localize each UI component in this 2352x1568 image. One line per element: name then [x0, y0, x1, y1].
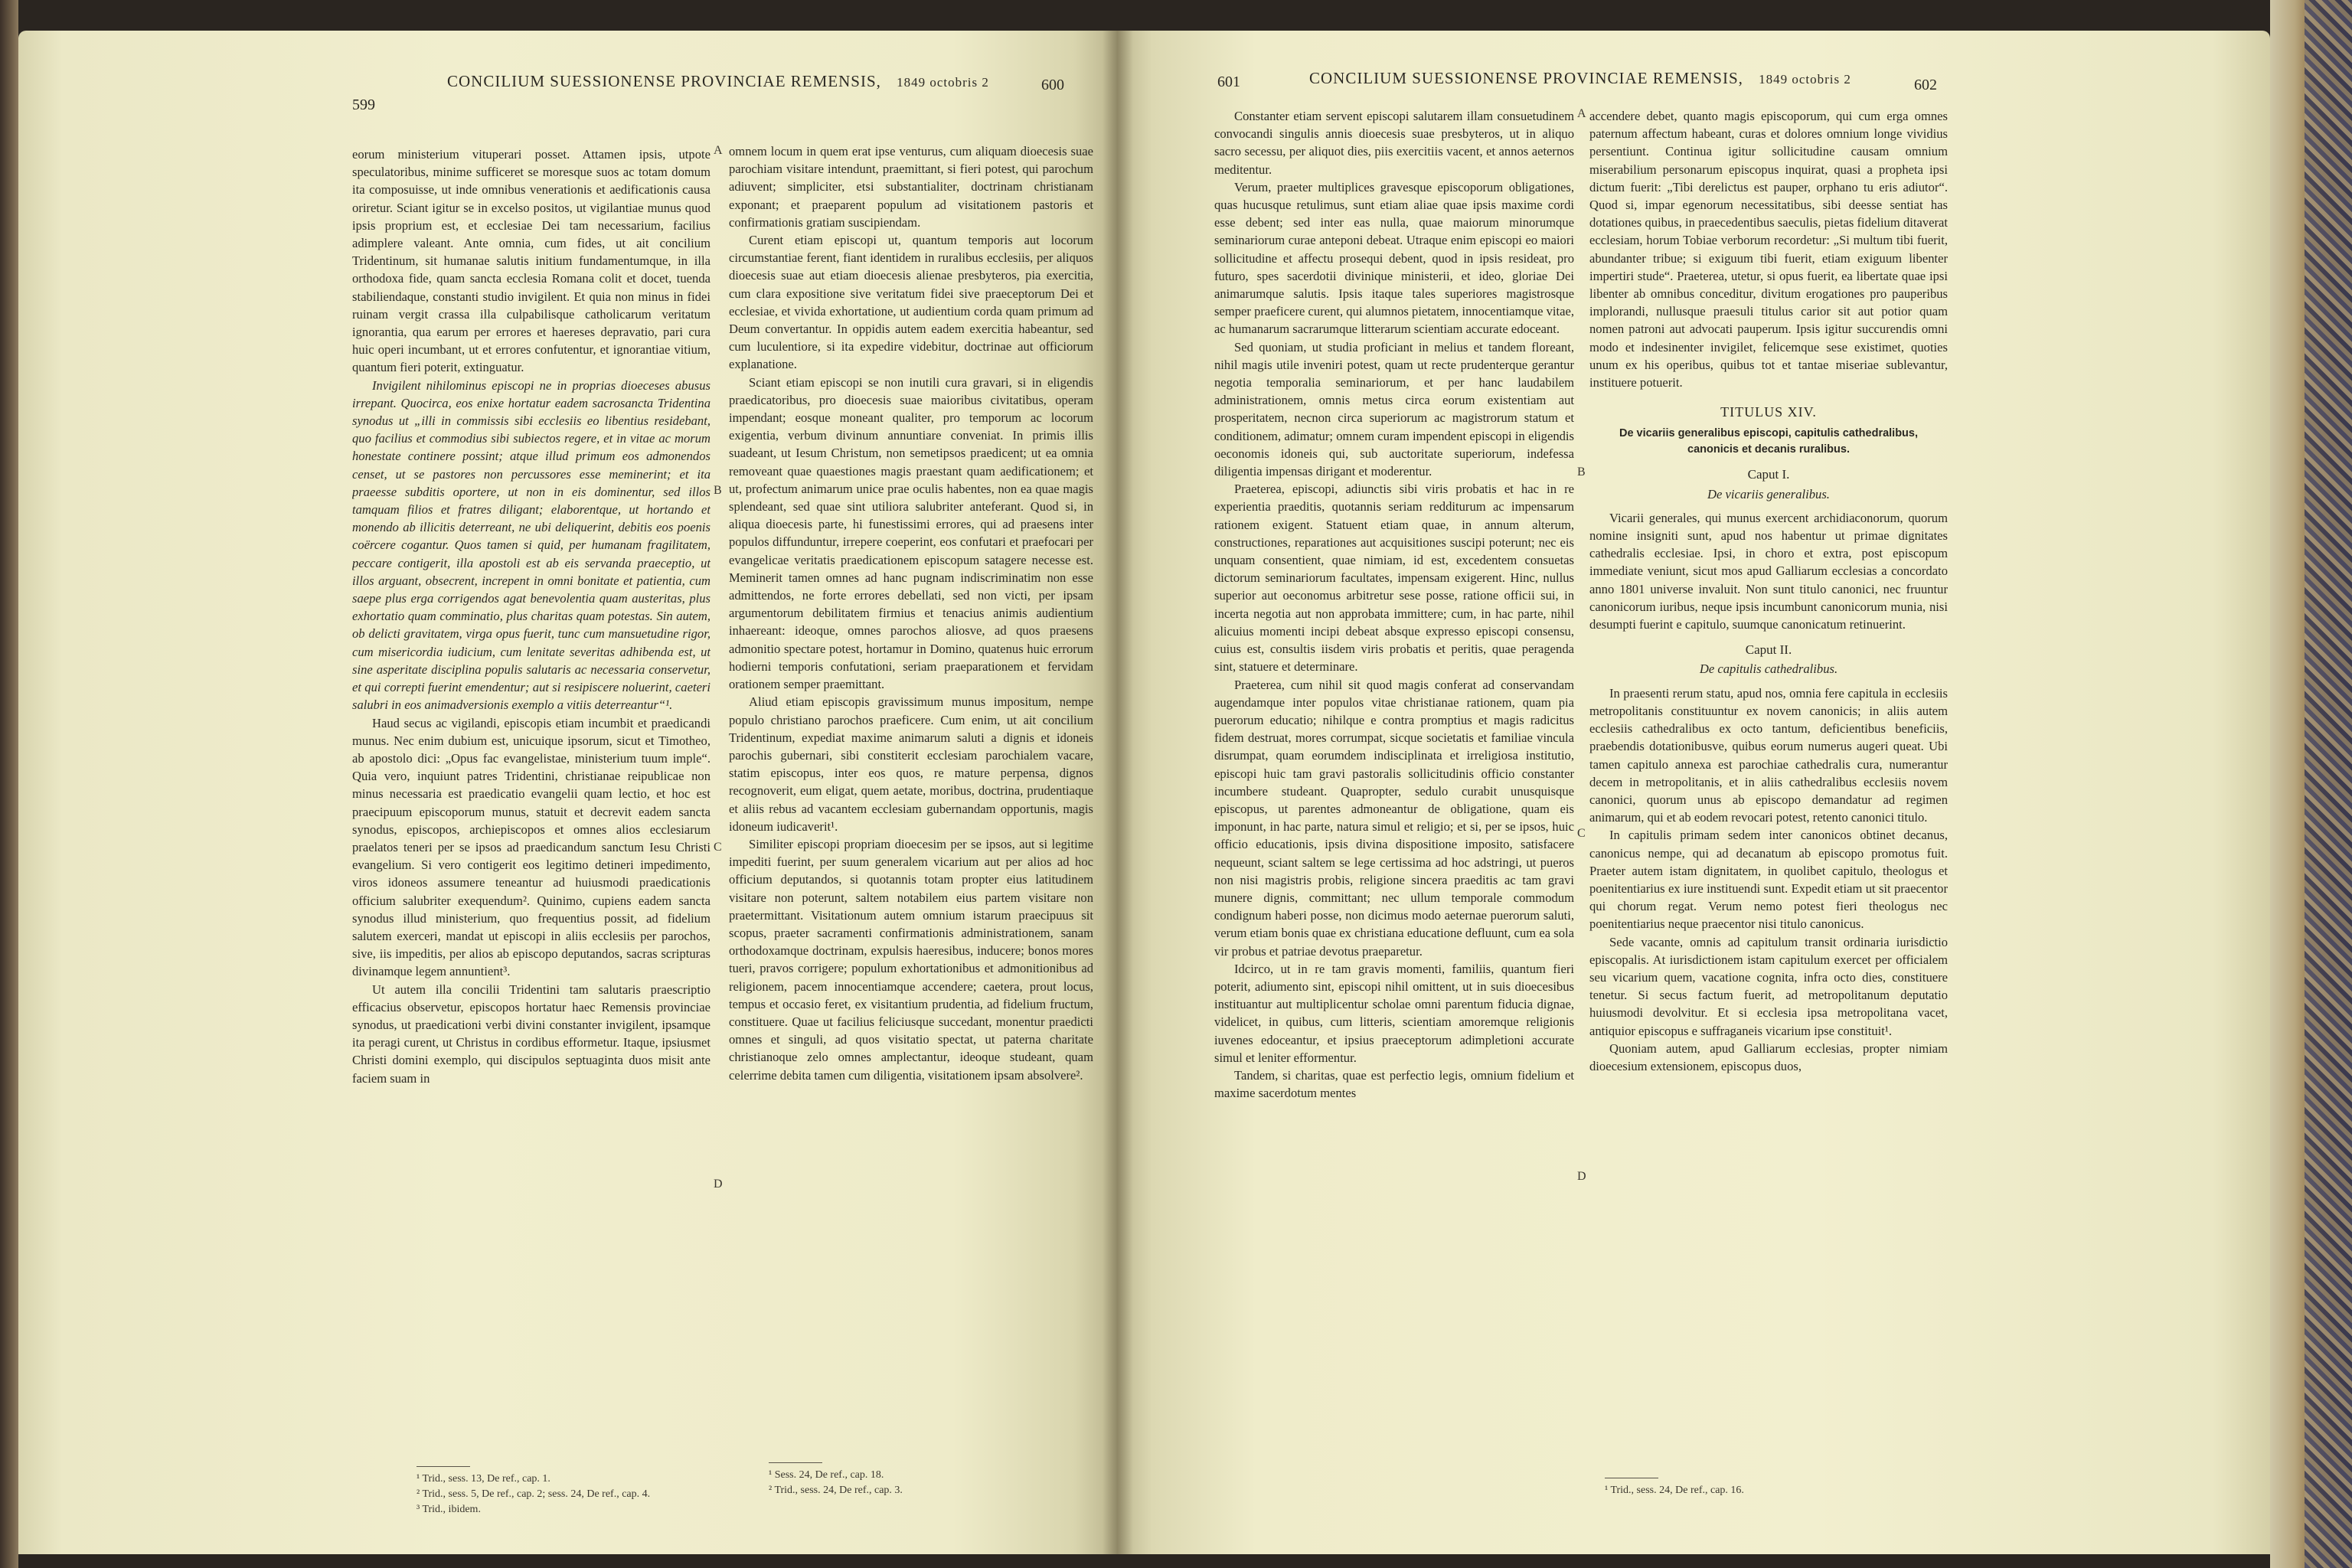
paragraph: Haud secus ac vigilandi, episcopis etiam incumbit et praedicandi munus. Nec enim dubium est, unicuique ipsorum, sicut et Timotheo, ab apostolo dici: „Opus fac evangelistae, ministerium tuum imple“. Quia vero, inquiunt patres Tridentini, christianae reipublicae non minus necessaria est praedicatio evangelii quam lectio, et hoc est praecipuum episcoporum munus, statuit et decrevit eadem sancta synodus, episcopos, archiepiscopos et omnes alios ecclesiarum praelatos teneri per se ipsos ad praedicandum sanctum Iesu Christi evangelium. Si vero contigerit eos legitimo detineri impedimento, viros idoneos assumere teneantur ad huiusmodi praedicationis officium salubriter exequendum². Quinimo, cupiens eadem sancta synodus illud ministerium, quo frequentius possit, ad fidelium salutem exerceri, mandat ut episcopi in aliis ecclesiis per parochos, sive, iis impeditis, per alios ab episcopo deputandos, sacras scripturas divinamque legem annuntient³. — [352, 715, 710, 979]
paragraph: Sed quoniam, ut studia proficiant in melius et tandem floreant, nihil magis utile inveniri potest, quam ut recte prudenterque gerantur negotia temporalia seminariorum, et per hanc laudabilem administrationem, omnis metus circa eorum existentiam aut prosperitatem, necnon circa superiorum ac magistrorum statum et conditionem, adimatur; omnem curam impendent episcopi in eligendis oeconomis idoneis qui, sub auctoritate superiorum, indefessa diligentia impensas dirigant et moderentur. — [1214, 339, 1574, 479]
paragraph: Ut autem illa concilii Tridentini tam salutaris praescriptio efficacius observetur, episcopos hortatur haec Remensis provinciae synodus, ut praedicationi verbi divini constanter invigilent, ipsamque ita peragi curent, ut Christus in cordibus efformetur. Itaque, ipsiusmet Christi domini exemplo, qui discipulos septuaginta duos misit ante faciem suam in — [352, 982, 710, 1086]
left-page-header — [447, 72, 989, 100]
margin-letter-b: B — [714, 484, 722, 497]
caput-1-subtitle: De vicariis generalibus. — [1707, 486, 1830, 501]
titulus-heading: TITULUS XIV. — [1720, 404, 1817, 420]
right-page-column-2 — [1589, 107, 1948, 1478]
caput-2-subtitle: De capitulis cathedralibus. — [1699, 662, 1838, 677]
paragraph: omnem locum in quem erat ipse venturus, cum aliquam dioecesis suae parochiam visitare intendunt, praemittant, si fieri potest, qui parochum adiuvent; simpliciter, etsi substantialiter, doctrinam christianam exponant; et praeparent populum ad visitationem pastoris et confirmationis gratiam suscipiendam. — [729, 144, 1093, 230]
paragraph: eorum ministerium vituperari posset. Attamen ipsis, utpote speculatoribus, minime sufficeret se moresque suos ac totam domum ita composuisse, ut inde omnibus venerationis et aedificationis causa oriretur. Sciant igitur se in excelso positos, ut vigilantiae munus quod ipsis proprium est, et ecclesiae Dei tam necessarium, facilius adimplere valeant. Ante omnia, cum fides, ut ait concilium Tridentinum, sit humanae salutis initium fundamentumque, in illa orthodoxa fide, quam sancta ecclesia Romana colit et docet, tuenda stabiliendaque, constanti studio invigilent. Et quia non minus in fidei ruinam vergit crassa illa culpabilisque catholicarum veritatum ignorantia, qua earum per errores et haereses depravatio, pari cura huic operi incumbant, ut et errores confutentur, et ignorantiae vitium, quantum fieri poterit, extinguatur. — [352, 147, 710, 375]
margin-letter-b: B — [1577, 466, 1586, 479]
paragraph: Curent etiam episcopi ut, quantum temporis aut locorum circumstantiae ferent, fiant identidem in ruralibus ecclesiis, per aliquos dioecesis suae aut etiam dioecesis alienae presbyteros, pia exercitia, cum clara expositione sive veritatum fidei sive praeceptorum Dei et ecclesiae, et vivida exhortatione, ut audientium corda quam primum ad Deum convertantur. In oppidis autem eadem exercitia habeantur, sed cum luculentiore, si ita expedire videbitur, doctrinae aut officiorum explanatione. — [729, 233, 1093, 372]
paragraph: Constanter etiam servent episcopi salutarem illam consuetudinem convocandi singulis annis dioecesis suae presbyteros, ut in aliquo sacro secessu, per aliquot dies, piis exercitiis vacent, et annos aeternos meditentur. — [1214, 109, 1574, 177]
paragraph: Invigilent nihilominus episcopi ne in proprias dioeceses abusus irrepant. Quocirca, eos enixe hortatur eadem sacrosancta Tridentina synodus ut „illi in commissis sibi ecclesiis eo libentius residebant, quo facilius et commodius sibi subiectos regere, et in vitae ac morum honestate continere possint; atque illud primum eos admonendos censet, ut se pastores non percussores esse meminerint; et ita praeesse subditis oportere, ut non in eis dominentur, sed illos tamquam filios et fratres diligant; elaborentque, ut hortando et monendo ab illicitis deterreant, ne ubi deliquerint, debitis eos poenis coërcere cogantur. Quos tamen si quid, per humanam fragilitatem, peccare contigerit, illa apostoli est ab eis servanda praeceptio, ut illos arguant, obsecrent, increpent in omni bonitate et patientia, cum saepe plus erga corrigendos agat benevolentia quam austeritas, plus exhortatio quam comminatio, plus charitas quam potestas. Sin autem, ob delicti gravitatem, virga opus fuerit, tunc cum mansuetudine rigor, cum misericordia iudicium, cum lenitate severitas adhibenda est, ut sine asperitate disciplina populis salutaris ac necessaria conservetur, et qui correpti fuerint emendentur; aut si resipiscere noluerint, caeteri salubri in eos animadversionis exemplo a vitiis deterreantur“¹. — [352, 377, 710, 713]
left-page-column-2 — [729, 142, 1093, 1459]
paragraph: Quoniam autem, apud Galliarum ecclesias, propter nimiam dioecesium extensionem, episcopus duos, — [1589, 1040, 1948, 1073]
caput-2-heading: Caput II. — [1745, 642, 1792, 658]
background-fabric — [2305, 0, 2352, 1568]
paragraph: Vicarii generales, qui munus exercent archidiaconorum, quorum nomine insigniti sunt, apud nos habentur ut primae dignitates cathedralis ecclesiae. Ipsi, in choro et extra, post episcopum immediate veniunt, sicut mos apud Galliarum ecclesias a concordato anno 1801 universe invaluit. Non sunt titulo canonici, nec fruuntur canonicorum iuribus, neque ipsis incumbunt canonicorum munia, nisi desumpti fuerint e capitulo, suumque canonicatum retinuerint. — [1589, 510, 1948, 632]
paragraph: In praesenti rerum statu, apud nos, omnia fere capitula in ecclesiis metropolitanis constituuntur ex novem canonicis; in aliis autem ecclesiis cathedralibus ex octo tantum, deficientibus beneficiis, praebendis dotationibusve, quibus eorum numerus augeri queat. Ubi tamen capitulo annexa est parochiae cathedralis cura, numerantur decem in metropolitanis, et in aliis cathedralibus ecclesiis novem canonici, quorum unus ab episcopo demandatur ad regimen animarum, qui et ab eodem revocari potest, retento canonici titulo. — [1589, 685, 1948, 825]
caput-1-heading: Caput I. — [1747, 467, 1790, 482]
left-footnotes-1 — [416, 1466, 707, 1517]
footnote-rule — [769, 1462, 822, 1463]
right-footnotes — [1605, 1478, 1926, 1498]
footnote: ¹ Sess. 24, De ref., cap. 18. — [769, 1469, 884, 1481]
left-page-column-1 — [352, 145, 710, 1462]
footnote: ² Trid., sess. 5, De ref., cap. 2; sess. 24, De ref., cap. 4. — [416, 1488, 651, 1500]
margin-letter-c: C — [1577, 827, 1586, 840]
paragraph: Similiter episcopi propriam dioecesim per se ipsos, aut si legitime impediti fuerint, per suum generalem vicarium aut per alios ad hoc officium deputandos, si quotannis totam propter eius latitudinem visitare non poterunt, saltem notabilem eius partem visitare non praetermittant. Visitationum autem omnium istarum praecipuus sit scopus, praeter sacramenti confirmationis administrationem, sanam orthodoxamque doctrinam, expulsis haeresibus, inducere; bonos mores tueri, pravos corrigere; populum exhortationibus et admonitionibus ad religionem, pacem innocentiamque accendere; caetera, prout locus, tempus et occasio feret, ex visitantium prudentia, ad fidelium fructum, constituere. Quae ut facilius feliciusque succedant, monentur praedicti omnes et singuli, ad quos visitatio spectat, ut paterna charitate christianoque zelo omnes amplectantur, ideoque studeant, quam celerrime debita tamen cum diligentia, visitationem ipsam absolvere². — [729, 836, 1093, 1083]
titulus-subtitle: De vicariis generalibus episcopi, capitulis cathedralibus, canonicis et decanis ruralibus. — [1619, 427, 1919, 456]
left-book-edge — [0, 0, 18, 1568]
header-title: CONCILIUM SUESSIONENSE PROVINCIAE REMENSIS, — [1309, 69, 1743, 87]
page-number-599: 599 — [352, 96, 375, 113]
header-date: 1849 octobris 2 — [897, 75, 989, 90]
book-gutter — [1102, 31, 1133, 1554]
page-number-600: 600 — [1041, 77, 1064, 93]
footnote: ² Trid., sess. 24, De ref., cap. 3. — [769, 1485, 903, 1496]
paragraph: Praeterea, cum nihil sit quod magis conferat ad conservandam augendamque inter populos vitae christianae rationem, quam pia puerorum educatio; nihilque e contra promptius et magis radicitus fidem destruat, mores corrumpat, sicque societatis et familiae vincula disrumpat, quam eorumdem indisciplinata et irreligiosa institutio, episcopi huic tam gravi pastoralis sollicitudinis officio constanter incumbere studeant. Quapropter, sedulo curabit unusquisque episcopus, ut parentes admoneantur de obligatione, quam eis imponunt, in hac parte, natura simul et religio; et si, per se ipsos, huic officio educationis, ipsis divina dispositione imposito, satisfacere nequeunt, sciant saltem se lege certissima ad hoc adstringi, ut pueros non nisi magistris probis, religione sincera praeditis ac tam gravi munere dignis, committant; nec ullum temporale commodum condignum haberi posse, non dicimus modo aeternae puerorum saluti, verum etiam bonis quae ex christiana educatione defluunt, cum ea sola vir probus et patriae devotus praeparetur. — [1214, 677, 1574, 959]
footnote: ¹ Trid., sess. 24, De ref., cap. 16. — [1605, 1485, 1744, 1496]
paragraph: Aliud etiam episcopis gravissimum munus impositum, nempe populo christiano parochos praeficere. Cum enim, ut ait concilium Tridentinum, expediat maxime animarum saluti a dignis et idoneis parochis gubernari, sibi constiterit ecclesiam parochialem vacare, statim episcopus, inter eos quos, re mature perpensa, dignos recognoverit, eum eligat, quem aetate, moribus, doctrina, prudentiaque et aliis rebus ad vacantem ecclesiam gubernandam opportunis, magis idoneum iudicaverit¹. — [729, 694, 1093, 834]
paragraph: Verum, praeter multiplices gravesque episcoporum obligationes, quas hucusque retulimus, sunt etiam aliae quae ipsis maxime cordi esse debent; sed inter eas nulla, quae maiorum minorumque seminariorum curae anteponi debeat. Utraque enim episcopi eo maiori sollicitudine et affectu prosequi debent, quod in ipsis resideat, pro futuro, spes sacerdotii divinique ministerii, et ideo, gloriae Dei animarumque salutis. Ipsis itaque tales superiores magistrosque semper praeficere curent, qui alumnos pietatem, innocentiamque vitae, ac humanarum sacrarumque litterarum scientiam accurate edoceant. — [1214, 179, 1574, 337]
margin-letter-c: C — [714, 841, 722, 854]
paragraph: Praeterea, episcopi, adiunctis sibi viris probatis et hac in re experientia praeditis, quotannis seriam redditurum ac impensarum rationem exigent. Statuent etiam quae, in annum alterum, constructiones, reparationes aut acquisitiones suscipi poterunt; nec eis unquam consentient, quae nimiam, id est, excedentem consuetas dictorum seminariorum facultates, impensam exigerent. Hinc, nullus superior aut oeconomus arbitretur sese posse, ratione officii sui, in incerta negotia aut non approbata immittere; cum, in hac parte, nihil alicuius momenti incipi debeat absque expresso episcopi consensu, cuius est, consultis iisdem viris probatis et peritis, quae peragenda sint, statuere et determinare. — [1214, 482, 1574, 675]
page-number-601: 601 — [1217, 74, 1240, 90]
page-number-602: 602 — [1914, 77, 1937, 93]
margin-letter-a: A — [1577, 107, 1586, 120]
paragraph: Sede vacante, omnis ad capitulum transit ordinaria iurisdictio episcopalis. At iurisdictionem istam capitulum exercet per officialem seu vicarium quem, vacatione cognita, infra octo dies, constituere tenetur. Si secus factum fuerit, ad metropolitanum deputatio huiusmodi devolvitur. Et si ecclesia ipsa metropolitana vacet, antiquior episcopus e suffraganeis vicarium ipse constituit¹. — [1589, 934, 1948, 1038]
right-page — [1118, 31, 2270, 1554]
right-page-header — [1309, 69, 1851, 96]
footnote: ³ Trid., ibidem. — [416, 1504, 481, 1515]
left-page — [18, 31, 1118, 1554]
footnote: ¹ Trid., sess. 13, De ref., cap. 1. — [416, 1473, 550, 1485]
margin-letter-a: A — [714, 144, 723, 157]
paragraph: Sciant etiam episcopi se non inutili cura gravari, si in eligendis praedicatoribus, pro dioecesis suae maioribus civitatibus, operam impendant; eosque moneant qualiter, pro temporum ac locorum exigentia, verbum divinum annuntiare conveniat. In primis illis suadeant, ut Iesum Christum, non semetipsos praedicent; ut ea omnia removeant quae quaestiones magis praestant quam aedificationem; et ut, profectum animarum unice prae oculis habentes, non ea quae magis splendeant, sed quae sint utiliora salubriter anteferant. Quod si, in aliqua dioecesis parte, hi funestissimi errores, qui ad praesens inter populos diffunduntur, irrepere coeperint, eos confutari et praefocari per evangelicae veritatis praedicationem episcopum satagere necesse est. Meminerit tamen omnes ad hanc pugnam indiscriminatim non esse admittendos, ne forte errores debellati, sed non victi, per ipsam argumentorum debilitatem firmius et tenacius animis audientium inhaereant: ideoque, omnes parochos aliosve, ad quos praesens admonitio spectare potest, hortamur in Domino, quatenus huic errorum hodierni temporis confutationi, seriam praeparationem et fervidam orationem semper praemittant. — [729, 374, 1093, 692]
right-page-column-1 — [1214, 107, 1574, 1424]
left-footnotes-2 — [769, 1462, 1075, 1498]
header-title: CONCILIUM SUESSIONENSE PROVINCIAE REMENSIS, — [447, 72, 881, 90]
header-date: 1849 octobris 2 — [1759, 72, 1851, 87]
paragraph: Idcirco, ut in re tam gravis momenti, familiis, quantum fieri poterit, adiumento sint, episcopi nihil omittent, ut in suis dioecesibus instituantur aut multiplicentur scholae omni parentum fiducia dignae, videlicet, in quibus, cum litteris, scientiam amoremque religionis iuvenes edoceantur, et ipsius praeceptorum adimpletioni accurate simul et leniter efformentur. — [1214, 961, 1574, 1065]
paragraph: In capitulis primam sedem inter canonicos obtinet decanus, canonicus nempe, qui ad decanatum ab episcopo promotus fuit. Praeter autem istam dignitatem, in quolibet capitulo, theologus et poenitentiarius ex iure instituendi sunt. Expedit etiam ut sit praecentor qui chorum regat. Verum nemo potest fieri theologus nec poenitentiarius neque praecentor nisi titulo canonicus. — [1589, 828, 1948, 932]
footnote-rule — [416, 1466, 470, 1467]
paragraph: Tandem, si charitas, quae est perfectio legis, omnium fidelium et maxime sacerdotum mentes — [1214, 1067, 1574, 1101]
margin-letter-d: D — [1577, 1170, 1586, 1183]
paragraph: accendere debet, quanto magis episcoporum, qui cum erga omnes paternum affectum habeant, curas et dolores omnium longe vividius persentiunt. Continua igitur sollicitudine causam omnium miserabilium personarum episcopus inquirat, quasi a propheta ipsi dictum fuerit: „Tibi derelictus est pauper, orphano tu eris adiutor“. Quod si, impar egenorum necessitatibus, sibi deesse sentiat has dotationes quibus, in praecedentibus saeculis, pietas fidelium ditaverat ecclesiam, horum Tobiae verborum recordetur: „Si multum tibi fuerit, abundanter tribue; si exiguum tibi fuerit, etiam exiguum libenter impertiri stude“. Praeterea, utetur, si opus fuerit, ea libertate quae ipsi libenter ab omnibus conceditur, divitum erogationes pro pauperibus implorandi, nullusque praesuli titulus carior sit aut potior quam nomen patroni aut advocati pauperum. Ipsis igitur succurendis omni modo et indesinenter invigilet, felicemque sese existimet, quoties unum ex his operibus, quibus tot et tantae miseriae sublevantur, instituere potuerit. — [1589, 109, 1948, 390]
margin-letter-d: D — [714, 1178, 723, 1191]
